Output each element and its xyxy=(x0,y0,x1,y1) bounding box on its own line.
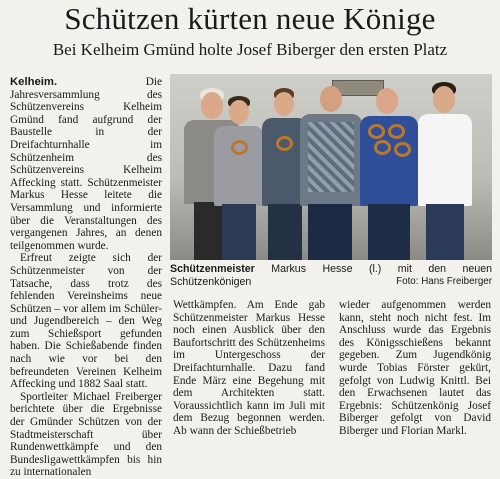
paragraph-2: Erfreut zeigte sich der Schützenmeister von der Tatsache, dass trotz des fehlenden Vereinsheims neue Schützen – vor allem im Schüler- und Jugendbereich – den Weg zum Schießsport gefunden haben. Die Schießabende finden nach wie vor bei den befreundeten Vereinen Kelheim Affecking und 1882 Saal statt. xyxy=(10,252,162,391)
article-column-1 xyxy=(10,76,162,479)
photo-credit: Foto: Hans Freiberger xyxy=(396,276,492,287)
paragraph-3: Sportleiter Michael Freiberger berichtete über die Ergebnisse der Gmünder Schützen von der Stadtmeisterschaft über Rundenwettkämpfe und den Bundesligawettkämpfen bis hin zu internationalen xyxy=(10,390,162,479)
location-dateline: Kelheim. xyxy=(10,76,58,88)
headline: Schützen kürten neue Könige xyxy=(64,1,436,36)
paragraph-5: wieder aufgenommen werden kann, steht noch nicht fest. Im Anschluss wurde das Ergebnis des Königsschießens bekannt gegeben. Zum Jugendkönig wurde Tobias Förster gekürt, gefolgt von Ludwig Knittl. Bei den Erwachsenen lautet das Ergebnis: Schützenkönig Josef Biberger gefolgt von David Biberger und Florian Markl. xyxy=(339,299,491,437)
paragraph-4: Wettkämpfen. Am Ende gab Schützenmeister Markus Hesse noch einen Ausblick über den Baufortschritt des Schützenheims im Untergeschoss der Dreifachturnhalle. Dazu fand Ende März eine Begehung mit dem Architekten statt. Voraussichtlich kann im Juli mit dem Bezug begonnen werden. Ab wann der Schießbetrieb xyxy=(173,299,325,437)
group-photo xyxy=(170,74,492,260)
subheadline: Bei Kelheim Gmünd holte Josef Biberger den ersten Platz xyxy=(52,40,448,59)
article-column-3 xyxy=(339,299,491,438)
paragraph-1-text: Die Jahresversammlung des Schützenvereins Kelheim Gmünd fand aufgrund der Baustelle in der Dreifachturnhalle im Schützenheim des Schützenvereins Kelheim Affecking statt. Schützenmeister Markus Hesse leitete die Versammlung und informierte über die Veranstaltungen des vergangenen Jahres, an denen teilgenommen wurde. xyxy=(10,76,162,252)
caption-text: Markus Hesse (l.) mit den neuen Schützenkönigen xyxy=(170,263,492,288)
paragraph-intro xyxy=(10,76,162,252)
caption-bold: Schützenmeister xyxy=(170,263,255,275)
article-column-2 xyxy=(173,299,325,438)
